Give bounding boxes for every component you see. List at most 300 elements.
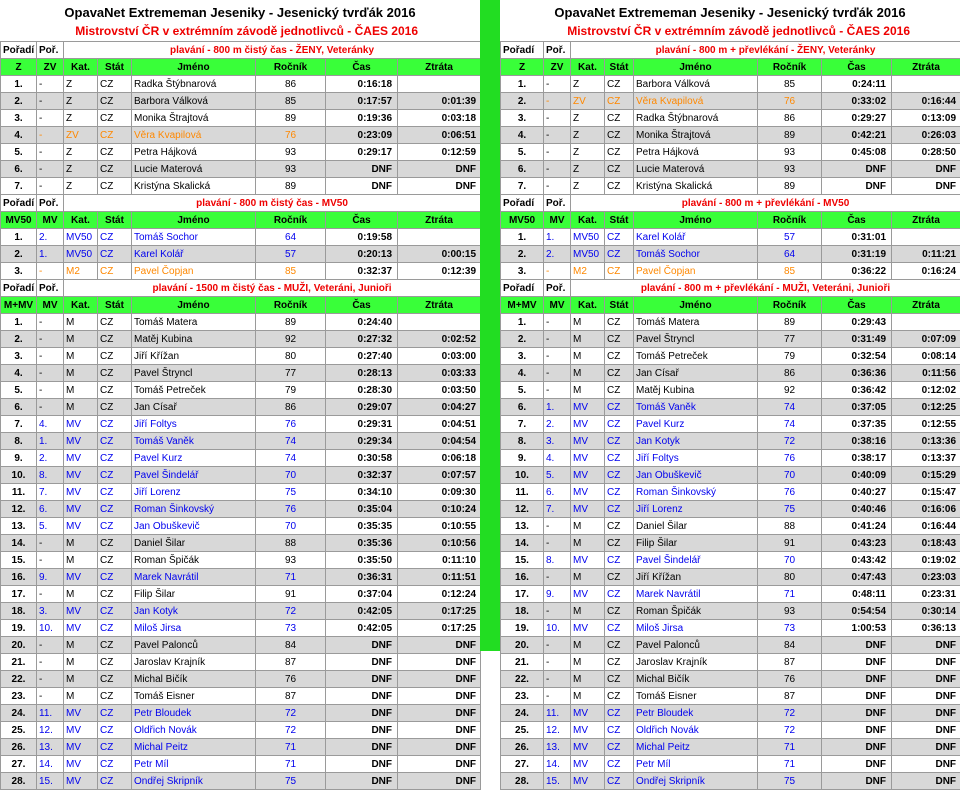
rank-cell: 23. xyxy=(1,688,37,705)
country-cell: CZ xyxy=(98,671,132,688)
subrank-cell: - xyxy=(544,144,571,161)
category-cell: MV xyxy=(64,433,98,450)
name-cell: Jaroslav Krajník xyxy=(132,654,256,671)
rank-cell: 15. xyxy=(1,552,37,569)
subrank-cell: 9. xyxy=(544,586,571,603)
result-row xyxy=(501,705,960,722)
time-cell: 0:31:19 xyxy=(822,246,892,263)
rank-cell: 7. xyxy=(1,416,37,433)
name-cell: Tomáš Sochor xyxy=(634,246,758,263)
result-row xyxy=(501,535,960,552)
time-cell: DNF xyxy=(822,739,892,756)
subrank-cell: - xyxy=(37,552,64,569)
rank-cell: 7. xyxy=(501,416,544,433)
category-cell: MV xyxy=(571,416,605,433)
country-cell: CZ xyxy=(98,382,132,399)
gap-cell: DNF xyxy=(892,637,960,654)
country-cell: CZ xyxy=(98,263,132,280)
rank-cell: 5. xyxy=(501,144,544,161)
result-row xyxy=(501,399,960,416)
name-cell: Jan Obuškevič xyxy=(132,518,256,535)
year-cell: 89 xyxy=(758,127,822,144)
gap-cell: 0:01:39 xyxy=(398,93,481,110)
category-cell: M xyxy=(64,586,98,603)
rank-cell: 18. xyxy=(501,603,544,620)
country-cell: CZ xyxy=(605,229,634,246)
result-row xyxy=(1,161,481,178)
category-cell: ZV xyxy=(64,127,98,144)
time-cell: DNF xyxy=(326,161,398,178)
time-cell: 0:31:49 xyxy=(822,331,892,348)
year-cell: 76 xyxy=(758,93,822,110)
subrank-cell: - xyxy=(544,314,571,331)
gap-cell: 0:36:13 xyxy=(892,620,960,637)
result-row xyxy=(501,161,960,178)
category-title: plavání - 800 m čistý čas - MV50 xyxy=(64,195,481,212)
result-row xyxy=(501,484,960,501)
result-row xyxy=(1,331,481,348)
gap-cell: 0:23:31 xyxy=(892,586,960,603)
year-cell: 70 xyxy=(256,518,326,535)
country-cell: CZ xyxy=(98,161,132,178)
gap-cell: 0:11:56 xyxy=(892,365,960,382)
rank-cell: 21. xyxy=(501,654,544,671)
year-cell: 76 xyxy=(256,671,326,688)
year-cell: 76 xyxy=(758,450,822,467)
column-header: MV xyxy=(37,212,64,229)
column-header: Kat. xyxy=(571,297,605,314)
gap-cell: DNF xyxy=(398,756,481,773)
name-cell: Tomáš Matera xyxy=(132,314,256,331)
year-cell: 71 xyxy=(758,739,822,756)
name-cell: Věra Kvapilová xyxy=(634,93,758,110)
country-cell: CZ xyxy=(98,331,132,348)
time-cell: 0:29:27 xyxy=(822,110,892,127)
subrank-cell: - xyxy=(37,586,64,603)
rank-cell: 28. xyxy=(1,773,37,790)
name-cell: Daniel Šilar xyxy=(132,535,256,552)
subrank-cell: 3. xyxy=(37,603,64,620)
result-row xyxy=(1,348,481,365)
country-cell: CZ xyxy=(98,620,132,637)
year-cell: 70 xyxy=(758,467,822,484)
result-row xyxy=(501,603,960,620)
column-header: ZV xyxy=(37,59,64,76)
year-cell: 80 xyxy=(758,569,822,586)
gap-cell: 0:12:39 xyxy=(398,263,481,280)
category-cell: MV xyxy=(571,739,605,756)
time-cell: DNF xyxy=(822,705,892,722)
rank-cell: 20. xyxy=(501,637,544,654)
subrank-cell: - xyxy=(544,161,571,178)
result-row xyxy=(501,229,960,246)
year-cell: 85 xyxy=(256,263,326,280)
name-cell: Tomáš Petreček xyxy=(634,348,758,365)
gap-cell: 0:09:30 xyxy=(398,484,481,501)
column-header: Kat. xyxy=(64,297,98,314)
column-header: Čas xyxy=(326,59,398,76)
poradi-label: Pořadí xyxy=(1,280,37,297)
rank-cell: 4. xyxy=(501,365,544,382)
column-header: Ztráta xyxy=(398,212,481,229)
result-row xyxy=(501,144,960,161)
category-cell: M xyxy=(571,331,605,348)
gap-cell: 0:06:18 xyxy=(398,450,481,467)
name-cell: Tomáš Eisner xyxy=(132,688,256,705)
gap-cell: 0:08:14 xyxy=(892,348,960,365)
name-cell: Radka Štýbnarová xyxy=(634,110,758,127)
por-label: Poř. xyxy=(544,42,571,59)
year-cell: 64 xyxy=(256,229,326,246)
subrank-cell: - xyxy=(37,263,64,280)
category-cell: MV xyxy=(64,450,98,467)
country-cell: CZ xyxy=(605,501,634,518)
result-row xyxy=(1,552,481,569)
right-panel xyxy=(500,0,960,790)
result-row xyxy=(1,773,481,790)
year-cell: 64 xyxy=(758,246,822,263)
result-row xyxy=(501,110,960,127)
country-cell: CZ xyxy=(605,671,634,688)
column-header: Jméno xyxy=(634,212,758,229)
time-cell: DNF xyxy=(822,178,892,195)
subrank-cell: 4. xyxy=(544,450,571,467)
country-cell: CZ xyxy=(605,654,634,671)
name-cell: Jiří Foltys xyxy=(132,416,256,433)
gap-cell xyxy=(398,229,481,246)
result-row xyxy=(501,450,960,467)
gap-cell: DNF xyxy=(398,637,481,654)
time-cell: 0:37:05 xyxy=(822,399,892,416)
year-cell: 72 xyxy=(256,705,326,722)
subrank-cell: - xyxy=(37,144,64,161)
country-cell: CZ xyxy=(605,620,634,637)
column-header: Kat. xyxy=(64,212,98,229)
name-cell: Pavel Palonců xyxy=(132,637,256,654)
rank-cell: 8. xyxy=(1,433,37,450)
category-cell: M xyxy=(64,314,98,331)
gap-cell: 0:12:55 xyxy=(892,416,960,433)
category-cell: M xyxy=(571,654,605,671)
section-header xyxy=(501,280,960,297)
gap-cell: DNF xyxy=(398,739,481,756)
category-cell: Z xyxy=(64,161,98,178)
result-row xyxy=(1,433,481,450)
subrank-cell: - xyxy=(544,603,571,620)
subrank-cell: - xyxy=(544,178,571,195)
year-cell: 92 xyxy=(758,382,822,399)
year-cell: 93 xyxy=(758,603,822,620)
subrank-cell: - xyxy=(544,348,571,365)
rank-cell: 16. xyxy=(501,569,544,586)
gap-cell: 0:03:18 xyxy=(398,110,481,127)
result-row xyxy=(1,603,481,620)
name-cell: Jiří Lorenz xyxy=(132,484,256,501)
year-cell: 72 xyxy=(758,433,822,450)
rank-cell: 3. xyxy=(501,348,544,365)
category-title: plavání - 1500 m čistý čas - MUŽI, Veteráni, Junioři xyxy=(64,280,481,297)
page-subtitle: Mistrovství ČR v extrémním závodě jednotlivců - ČAES 2016 xyxy=(0,22,480,41)
column-header: MV50 xyxy=(1,212,37,229)
time-cell: 0:29:43 xyxy=(822,314,892,331)
name-cell: Pavel Čopjan xyxy=(132,263,256,280)
time-cell: 0:38:16 xyxy=(822,433,892,450)
rank-cell: 2. xyxy=(1,93,37,110)
category-title: plavání - 800 m čistý čas - ŽENY, Veteránky xyxy=(64,42,481,59)
rank-cell: 7. xyxy=(501,178,544,195)
subrank-cell: 3. xyxy=(544,433,571,450)
column-header: Kat. xyxy=(571,59,605,76)
time-cell: DNF xyxy=(326,773,398,790)
name-cell: Kristýna Skalická xyxy=(634,178,758,195)
time-cell: 0:24:11 xyxy=(822,76,892,93)
rank-cell: 2. xyxy=(501,93,544,110)
gap-cell: 0:28:50 xyxy=(892,144,960,161)
year-cell: 88 xyxy=(256,535,326,552)
rank-cell: 6. xyxy=(1,399,37,416)
country-cell: CZ xyxy=(605,93,634,110)
country-cell: CZ xyxy=(605,518,634,535)
year-cell: 92 xyxy=(256,331,326,348)
name-cell: Tomáš Matera xyxy=(634,314,758,331)
category-cell: MV xyxy=(64,705,98,722)
country-cell: CZ xyxy=(605,535,634,552)
rank-cell: 5. xyxy=(1,144,37,161)
column-header: Ztráta xyxy=(398,59,481,76)
result-row xyxy=(1,263,481,280)
rank-cell: 11. xyxy=(501,484,544,501)
category-cell: M xyxy=(64,331,98,348)
year-cell: 79 xyxy=(758,348,822,365)
year-cell: 75 xyxy=(256,484,326,501)
category-cell: M xyxy=(64,535,98,552)
category-cell: MV xyxy=(571,552,605,569)
rank-cell: 27. xyxy=(1,756,37,773)
column-header: M+MV xyxy=(501,297,544,314)
subrank-cell: 13. xyxy=(37,739,64,756)
result-row xyxy=(501,382,960,399)
gap-cell: 0:16:24 xyxy=(892,263,960,280)
subrank-cell: 2. xyxy=(37,450,64,467)
country-cell: CZ xyxy=(605,603,634,620)
year-cell: 70 xyxy=(256,467,326,484)
gap-cell: 0:13:09 xyxy=(892,110,960,127)
category-title: plavání - 800 m + převlékání - ŽENY, Veteránky xyxy=(571,42,960,59)
results-body xyxy=(501,42,960,790)
country-cell: CZ xyxy=(605,161,634,178)
category-cell: M xyxy=(571,603,605,620)
rank-cell: 1. xyxy=(1,229,37,246)
rank-cell: 4. xyxy=(1,365,37,382)
name-cell: Pavel Šindelář xyxy=(132,467,256,484)
category-cell: Z xyxy=(64,144,98,161)
year-cell: 74 xyxy=(758,416,822,433)
name-cell: Matěj Kubina xyxy=(132,331,256,348)
gap-cell xyxy=(398,76,481,93)
country-cell: CZ xyxy=(605,314,634,331)
country-cell: CZ xyxy=(605,552,634,569)
year-cell: 73 xyxy=(758,620,822,637)
category-cell: Z xyxy=(64,76,98,93)
year-cell: 77 xyxy=(256,365,326,382)
rank-cell: 7. xyxy=(1,178,37,195)
country-cell: CZ xyxy=(605,382,634,399)
year-cell: 57 xyxy=(256,246,326,263)
section-header xyxy=(1,42,481,59)
subrank-cell: 5. xyxy=(544,467,571,484)
result-row xyxy=(501,348,960,365)
gap-cell: 0:13:36 xyxy=(892,433,960,450)
subrank-cell: 7. xyxy=(37,484,64,501)
subrank-cell: 9. xyxy=(37,569,64,586)
result-row xyxy=(1,705,481,722)
name-cell: Tomáš Vaněk xyxy=(634,399,758,416)
year-cell: 79 xyxy=(256,382,326,399)
country-cell: CZ xyxy=(98,637,132,654)
year-cell: 91 xyxy=(256,586,326,603)
time-cell: 0:40:27 xyxy=(822,484,892,501)
year-cell: 71 xyxy=(256,569,326,586)
result-row xyxy=(1,722,481,739)
time-cell: 0:32:54 xyxy=(822,348,892,365)
year-cell: 73 xyxy=(256,620,326,637)
category-cell: MV xyxy=(64,756,98,773)
year-cell: 89 xyxy=(256,314,326,331)
subrank-cell: - xyxy=(37,178,64,195)
subrank-cell: - xyxy=(37,110,64,127)
gap-cell: 0:03:33 xyxy=(398,365,481,382)
name-cell: Tomáš Petreček xyxy=(132,382,256,399)
subrank-cell: - xyxy=(544,93,571,110)
time-cell: 0:35:50 xyxy=(326,552,398,569)
name-cell: Pavel Čopjan xyxy=(634,263,758,280)
result-row xyxy=(1,93,481,110)
gap-cell: 0:12:24 xyxy=(398,586,481,603)
country-cell: CZ xyxy=(98,416,132,433)
rank-cell: 3. xyxy=(501,110,544,127)
country-cell: CZ xyxy=(605,705,634,722)
year-cell: 86 xyxy=(758,365,822,382)
year-cell: 77 xyxy=(758,331,822,348)
year-cell: 93 xyxy=(758,144,822,161)
subrank-cell: - xyxy=(544,569,571,586)
year-cell: 87 xyxy=(758,688,822,705)
rank-cell: 12. xyxy=(1,501,37,518)
country-cell: CZ xyxy=(98,110,132,127)
time-cell: 0:35:36 xyxy=(326,535,398,552)
gap-cell: DNF xyxy=(892,705,960,722)
time-cell: 0:35:04 xyxy=(326,501,398,518)
subrank-cell: - xyxy=(37,382,64,399)
country-cell: CZ xyxy=(98,178,132,195)
time-cell: DNF xyxy=(326,654,398,671)
name-cell: Roman Špičák xyxy=(634,603,758,620)
divider-bar xyxy=(480,0,500,651)
subrank-cell: - xyxy=(37,637,64,654)
time-cell: 0:27:40 xyxy=(326,348,398,365)
time-cell: 0:31:01 xyxy=(822,229,892,246)
subrank-cell: - xyxy=(544,518,571,535)
name-cell: Petr Míl xyxy=(634,756,758,773)
country-cell: CZ xyxy=(98,127,132,144)
name-cell: Petr Míl xyxy=(132,756,256,773)
name-cell: Pavel Štryncl xyxy=(634,331,758,348)
column-header-row xyxy=(1,297,481,314)
result-row xyxy=(1,416,481,433)
time-cell: DNF xyxy=(326,722,398,739)
result-row xyxy=(1,76,481,93)
category-cell: MV xyxy=(64,773,98,790)
column-header: Ročník xyxy=(256,212,326,229)
name-cell: Marek Navrátil xyxy=(634,586,758,603)
rank-cell: 13. xyxy=(501,518,544,535)
name-cell: Radka Štýbnarová xyxy=(132,76,256,93)
rank-cell: 8. xyxy=(501,433,544,450)
category-cell: MV xyxy=(64,722,98,739)
gap-cell: DNF xyxy=(398,178,481,195)
gap-cell: 0:00:15 xyxy=(398,246,481,263)
column-header: Ročník xyxy=(758,212,822,229)
subrank-cell: - xyxy=(37,654,64,671)
name-cell: Pavel Kurz xyxy=(132,450,256,467)
rank-cell: 17. xyxy=(501,586,544,603)
country-cell: CZ xyxy=(98,484,132,501)
result-row xyxy=(1,314,481,331)
year-cell: 75 xyxy=(256,773,326,790)
rank-cell: 1. xyxy=(501,76,544,93)
country-cell: CZ xyxy=(605,144,634,161)
gap-cell: 0:16:06 xyxy=(892,501,960,518)
subrank-cell: 12. xyxy=(37,722,64,739)
year-cell: 88 xyxy=(758,518,822,535)
category-cell: Z xyxy=(571,161,605,178)
time-cell: 0:38:17 xyxy=(822,450,892,467)
result-row xyxy=(501,586,960,603)
subrank-cell: - xyxy=(544,365,571,382)
year-cell: 76 xyxy=(758,671,822,688)
column-header: Stát xyxy=(98,212,132,229)
country-cell: CZ xyxy=(605,756,634,773)
rank-cell: 26. xyxy=(501,739,544,756)
name-cell: Pavel Štryncl xyxy=(132,365,256,382)
gap-cell xyxy=(398,314,481,331)
results-table xyxy=(500,41,960,790)
column-header: Ztráta xyxy=(892,212,960,229)
gap-cell: 0:16:44 xyxy=(892,518,960,535)
subrank-cell: - xyxy=(37,76,64,93)
time-cell: 1:00:53 xyxy=(822,620,892,637)
result-row xyxy=(501,501,960,518)
gap-cell xyxy=(892,314,960,331)
time-cell: 0:43:23 xyxy=(822,535,892,552)
time-cell: 0:40:09 xyxy=(822,467,892,484)
category-cell: MV xyxy=(64,518,98,535)
category-cell: MV xyxy=(64,739,98,756)
column-header-row xyxy=(1,59,481,76)
year-cell: 87 xyxy=(758,654,822,671)
time-cell: DNF xyxy=(326,637,398,654)
year-cell: 93 xyxy=(256,552,326,569)
column-header: Stát xyxy=(98,297,132,314)
rank-cell: 19. xyxy=(501,620,544,637)
result-row xyxy=(501,246,960,263)
rank-cell: 2. xyxy=(1,331,37,348)
subrank-cell: 15. xyxy=(544,773,571,790)
gap-cell: 0:12:59 xyxy=(398,144,481,161)
country-cell: CZ xyxy=(605,348,634,365)
category-cell: Z xyxy=(571,76,605,93)
category-cell: M xyxy=(571,348,605,365)
